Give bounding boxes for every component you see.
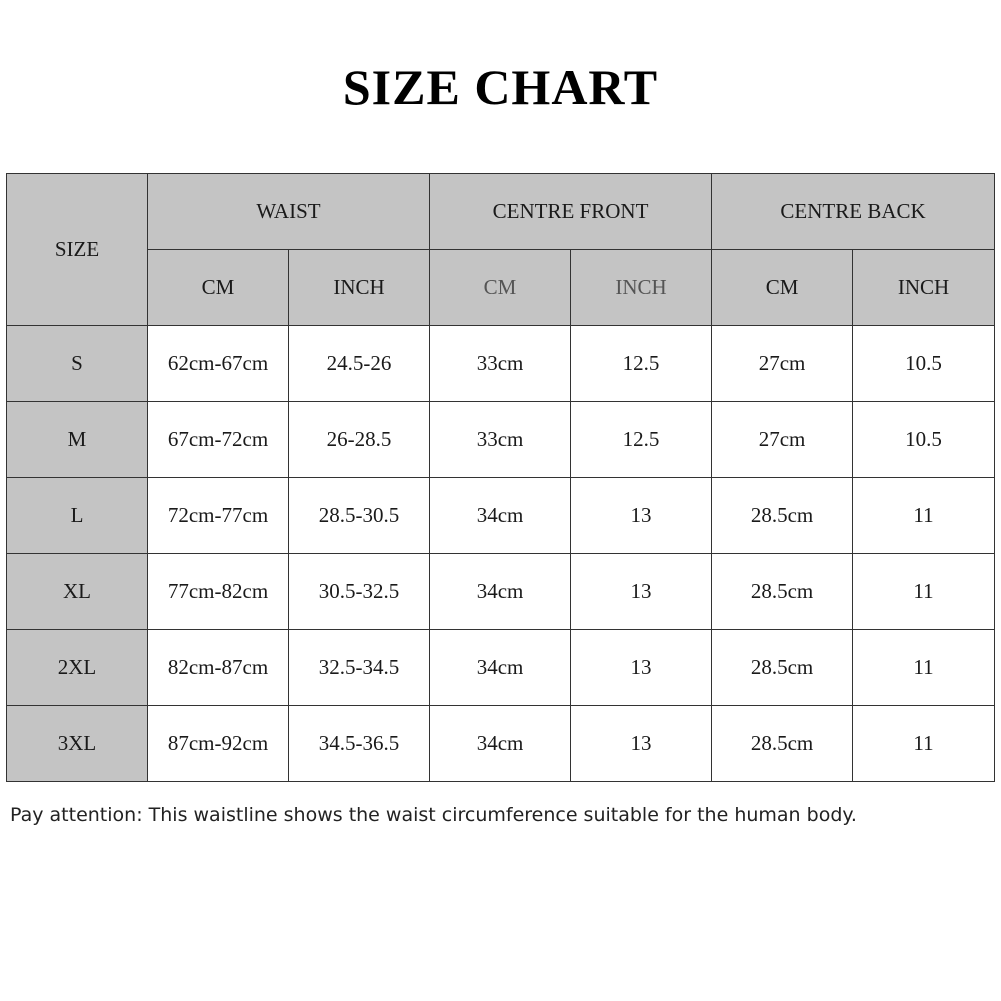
waist-cm-cell: 77cm-82cm: [148, 554, 289, 630]
front-inch-cell: 12.5: [571, 402, 712, 478]
waist-inch-cell: 26-28.5: [289, 402, 430, 478]
back-cm-cell: 28.5cm: [712, 630, 853, 706]
front-cm-cell: 34cm: [430, 706, 571, 782]
front-cm-cell: 33cm: [430, 402, 571, 478]
size-label: 2XL: [7, 630, 148, 706]
waist-inch-cell: 30.5-32.5: [289, 554, 430, 630]
waist-cm-cell: 72cm-77cm: [148, 478, 289, 554]
front-inch-cell: 13: [571, 554, 712, 630]
size-label: S: [7, 326, 148, 402]
page-title: SIZE CHART: [342, 59, 659, 115]
header-front-inch: INCH: [571, 250, 712, 326]
header-size: SIZE: [7, 174, 148, 326]
front-inch-cell: 13: [571, 630, 712, 706]
back-cm-cell: 27cm: [712, 326, 853, 402]
header-front-cm: CM: [430, 250, 571, 326]
back-inch-cell: 10.5: [853, 402, 995, 478]
size-label: XL: [7, 554, 148, 630]
waist-cm-cell: 82cm-87cm: [148, 630, 289, 706]
waist-inch-cell: 24.5-26: [289, 326, 430, 402]
header-back-cm: CM: [712, 250, 853, 326]
back-cm-cell: 28.5cm: [712, 706, 853, 782]
table-row: [7, 706, 995, 782]
front-cm-cell: 34cm: [430, 630, 571, 706]
table-row: [7, 478, 995, 554]
header-waist-inch: INCH: [289, 250, 430, 326]
size-label: L: [7, 478, 148, 554]
size-label: M: [7, 402, 148, 478]
front-inch-cell: 12.5: [571, 326, 712, 402]
header-row-groups: [7, 174, 995, 250]
waist-cm-cell: 62cm-67cm: [148, 326, 289, 402]
footnote: Pay attention: This waistline shows the waist circumference suitable for the human body.: [10, 804, 857, 826]
waist-inch-cell: 32.5-34.5: [289, 630, 430, 706]
header-centre-front: CENTRE FRONT: [430, 174, 712, 250]
waist-cm-cell: 87cm-92cm: [148, 706, 289, 782]
front-cm-cell: 34cm: [430, 554, 571, 630]
header-back-inch: INCH: [853, 250, 995, 326]
waist-inch-cell: 34.5-36.5: [289, 706, 430, 782]
table-row: [7, 630, 995, 706]
front-inch-cell: 13: [571, 706, 712, 782]
back-cm-cell: 28.5cm: [712, 554, 853, 630]
back-inch-cell: 11: [853, 706, 995, 782]
waist-cm-cell: 67cm-72cm: [148, 402, 289, 478]
back-inch-cell: 11: [853, 630, 995, 706]
header-waist: WAIST: [148, 174, 430, 250]
front-inch-cell: 13: [571, 478, 712, 554]
table-row: [7, 554, 995, 630]
back-inch-cell: 10.5: [853, 326, 995, 402]
size-chart-table: [6, 173, 995, 782]
back-cm-cell: 28.5cm: [712, 478, 853, 554]
header-centre-back: CENTRE BACK: [712, 174, 995, 250]
table-body: [7, 326, 995, 782]
back-inch-cell: 11: [853, 478, 995, 554]
back-inch-cell: 11: [853, 554, 995, 630]
header-waist-cm: CM: [148, 250, 289, 326]
size-label: 3XL: [7, 706, 148, 782]
front-cm-cell: 33cm: [430, 326, 571, 402]
table-row: [7, 402, 995, 478]
table-row: [7, 326, 995, 402]
front-cm-cell: 34cm: [430, 478, 571, 554]
back-cm-cell: 27cm: [712, 402, 853, 478]
waist-inch-cell: 28.5-30.5: [289, 478, 430, 554]
header-row-units: [7, 250, 995, 326]
table-header: [7, 174, 995, 326]
